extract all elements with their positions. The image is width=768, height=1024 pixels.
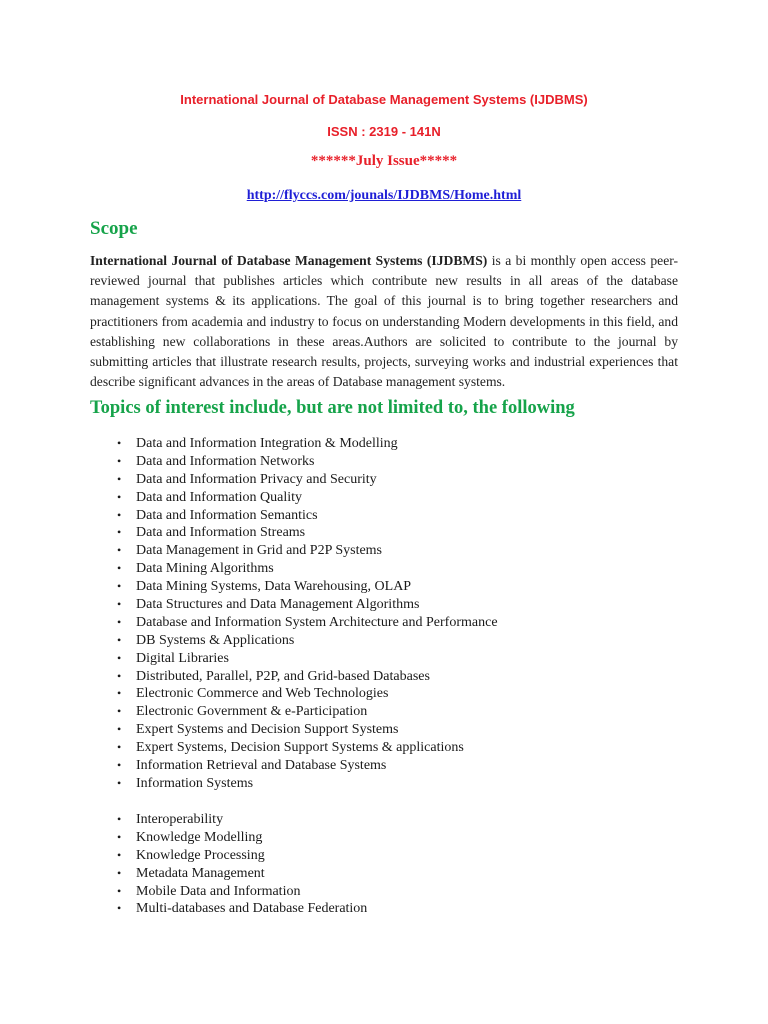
topic-list-item xyxy=(90,668,498,686)
topic-label: Electronic Government & e-Participation xyxy=(136,704,368,720)
topics-heading: Topics of interest include, but are not limited to, the following xyxy=(90,398,575,418)
issn-line: ISSN : 2319 - 141N xyxy=(327,124,441,139)
scope-paragraph xyxy=(90,251,678,392)
topic-label: Expert Systems, Decision Support Systems & applications xyxy=(136,740,464,756)
topic-label: Data Management in Grid and P2P Systems xyxy=(136,543,383,559)
topic-list-item xyxy=(90,775,498,793)
scope-body-text: is a bi monthly open access peer-reviewed journal that publishes articles which contribute new results in all areas of the database management systems & its applications. The goal of this journal is to bring together researchers and practitioners from academia and industry to focus on understanding Modern developments in this field, and establishing new collaborations in these areas.Authors are solicited to contribute to the journal by submitting articles that illustrate research results, projects, surveying works and industrial experiences that describe significant advances in the areas of Database management systems. xyxy=(90,253,679,390)
topic-list-item xyxy=(90,883,367,901)
topics-list xyxy=(90,435,498,793)
topic-label: Data Mining Algorithms xyxy=(136,561,274,577)
topic-list-item xyxy=(90,471,498,489)
topic-list-item xyxy=(90,614,498,632)
topic-list-item xyxy=(90,811,367,829)
topic-label: Digital Libraries xyxy=(136,650,229,666)
topic-label: DB Systems & Applications xyxy=(136,632,295,648)
bullet-icon: • xyxy=(117,686,122,701)
url-container xyxy=(0,186,768,204)
topic-label: Knowledge Modelling xyxy=(136,829,263,845)
scope-journal-name: International Journal of Database Management Systems (IJDBMS) xyxy=(90,253,488,268)
topic-label: Data and Information Integration & Modelling xyxy=(136,436,398,451)
topic-label: Database and Information System Architecture and Performance xyxy=(136,614,498,630)
bullet-icon: • xyxy=(117,507,122,522)
topic-list-item xyxy=(90,650,498,668)
topic-label: Data and Information Privacy and Security xyxy=(136,471,377,487)
topic-list-item xyxy=(90,757,498,775)
bullet-icon: • xyxy=(117,614,122,629)
topic-label: Mobile Data and Information xyxy=(136,883,301,899)
topic-list-item xyxy=(90,489,498,507)
topic-label: Data Mining Systems, Data Warehousing, OLAP xyxy=(136,579,412,595)
bullet-icon: • xyxy=(117,740,122,755)
topic-list-item xyxy=(90,865,367,883)
topic-list-item xyxy=(90,900,367,918)
bullet-icon: • xyxy=(117,436,122,450)
topic-list-item xyxy=(90,507,498,525)
topic-label: Expert Systems and Decision Support Systems xyxy=(136,722,399,738)
bullet-icon: • xyxy=(117,847,122,862)
topic-list-item xyxy=(90,453,498,471)
topic-label: Distributed, Parallel, P2P, and Grid-based Databases xyxy=(136,668,430,684)
topic-label: Knowledge Processing xyxy=(136,847,265,863)
bullet-icon: • xyxy=(117,829,122,844)
topic-label: Information Retrieval and Database Systems xyxy=(136,758,387,774)
topic-list-item xyxy=(90,578,498,596)
topic-list-item xyxy=(90,703,498,721)
bullet-icon: • xyxy=(117,579,122,594)
bullet-icon: • xyxy=(117,597,122,612)
scope-heading: Scope xyxy=(90,218,138,239)
topic-label: Data and Information Networks xyxy=(136,453,315,469)
topic-label: Multi-databases and Database Federation xyxy=(136,901,368,917)
bullet-icon: • xyxy=(117,650,122,665)
journal-url-link[interactable]: http://flyccs.com/jounals/IJDBMS/Home.html xyxy=(246,188,522,203)
issue-banner: ******July Issue***** xyxy=(310,153,458,169)
journal-title: International Journal of Database Management Systems (IJDBMS) xyxy=(180,92,588,107)
topic-label: Information Systems xyxy=(136,775,254,791)
topic-list-item xyxy=(90,632,498,650)
topic-label: Data and Information Quality xyxy=(136,489,303,505)
topic-list-item xyxy=(90,685,498,703)
topics-list-continued xyxy=(90,811,367,918)
topic-label: Electronic Commerce and Web Technologies xyxy=(136,686,389,702)
bullet-icon: • xyxy=(117,543,122,558)
topic-label: Data and Information Streams xyxy=(136,525,306,541)
bullet-icon: • xyxy=(117,704,122,719)
bullet-icon: • xyxy=(117,775,122,790)
bullet-icon: • xyxy=(117,561,122,576)
topic-label: Metadata Management xyxy=(136,865,265,881)
bullet-icon: • xyxy=(117,471,122,486)
topic-list-item xyxy=(90,721,498,739)
bullet-icon: • xyxy=(117,668,122,683)
bullet-icon: • xyxy=(117,453,122,468)
bullet-icon: • xyxy=(117,883,122,898)
topic-list-item xyxy=(90,829,367,847)
topic-list-item xyxy=(90,847,367,865)
topic-list-item xyxy=(90,542,498,560)
bullet-icon: • xyxy=(117,722,122,737)
topic-list-item xyxy=(90,739,498,757)
bullet-icon: • xyxy=(117,489,122,504)
bullet-icon: • xyxy=(117,632,122,647)
topic-list-item xyxy=(90,560,498,578)
bullet-icon: • xyxy=(117,865,122,880)
topic-list-item xyxy=(90,524,498,542)
bullet-icon: • xyxy=(117,812,122,826)
bullet-icon: • xyxy=(117,901,122,916)
topic-label: Data Structures and Data Management Algorithms xyxy=(136,597,420,613)
topic-label: Data and Information Semantics xyxy=(136,507,318,523)
topic-list-item xyxy=(90,596,498,614)
topic-label: Interoperability xyxy=(136,812,224,827)
bullet-icon: • xyxy=(117,758,122,773)
topic-list-item xyxy=(90,435,498,453)
bullet-icon: • xyxy=(117,525,122,540)
